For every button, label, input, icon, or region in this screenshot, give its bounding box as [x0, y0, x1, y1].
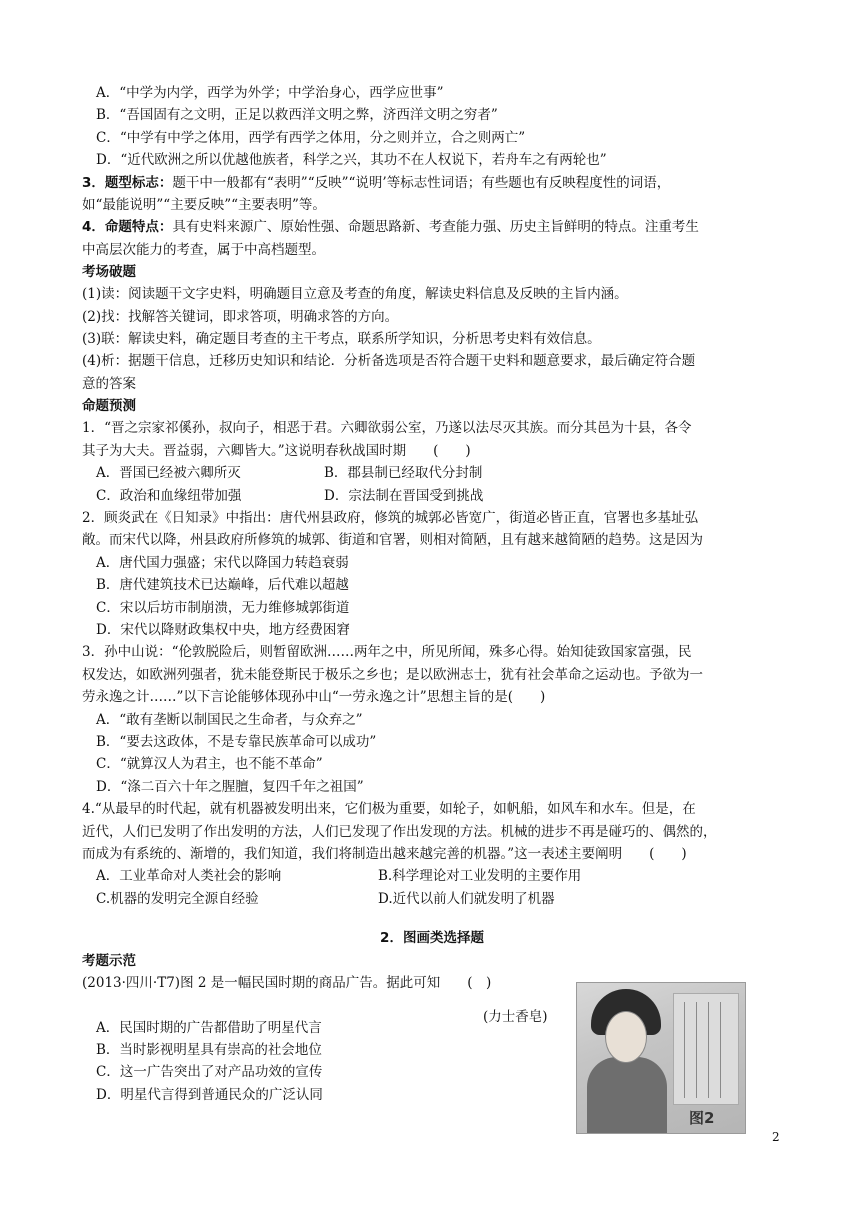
question-3-option-c: C．“就算汉人为君主，也不能不革命”	[96, 756, 323, 773]
question-2-option-a: A．唐代国力强盛；宋代以降国力转趋衰弱	[96, 554, 349, 571]
question-4-option-d: D.近代以前人们就发明了机器	[378, 890, 555, 907]
question-1-option-a: A．晋国已经被六卿所灭	[96, 465, 241, 482]
top-option-d: D．“近代欧洲之所以优越他族者，科学之兴，其功不在人权说下，若舟车之有两轮也”	[96, 152, 607, 169]
question-4-option-c: C.机器的发明完全源自经验	[96, 890, 259, 907]
point-3-label: 3．题型标志：	[82, 174, 173, 191]
question-4-option-a: A．工业革命对人类社会的影响	[96, 868, 282, 885]
question-4-line-2: 近代，人们已发明了作出发明的方法，人们已发现了作出发现的方法。机械的进步不再是碰巧的、偶然的，	[82, 823, 717, 840]
figure-label: 图2	[689, 1109, 715, 1127]
question-2-option-c: C．宋以后坊市制崩溃，无力维修城郭街道	[96, 599, 350, 616]
document-page	[82, 82, 782, 1106]
point-4-line-2: 中高层次能力的考查，属于中高档题型。	[82, 241, 325, 258]
example-option-b: B．当时影视明星具有崇高的社会地位	[96, 1042, 322, 1059]
ad-text-block	[673, 993, 739, 1105]
example-option-c: C．这一广告突出了对产品功效的宣传	[96, 1064, 323, 1081]
question-3	[82, 641, 782, 798]
top-option-b: B．“吾国固有之文明，正足以救西洋文明之弊，济西洋文明之穷者”	[96, 107, 498, 124]
advertisement-figure	[576, 982, 746, 1134]
page-number: 2	[772, 1130, 780, 1144]
section-heading-shifan: 考题示范	[82, 953, 136, 970]
top-option-a: A．“中学为内学，西学为外学；中学治身心，西学应世事”	[96, 85, 444, 101]
question-2-option-b: B．唐代建筑技术已达巅峰，后代难以超越	[96, 577, 349, 594]
question-3-option-a: A．“敢有垄断以制国民之生命者，与众弃之”	[96, 711, 363, 728]
question-4-options-row-2	[82, 888, 782, 910]
steps-list	[82, 283, 782, 395]
point-4-line-1	[82, 216, 782, 238]
top-option-c: C．“中学有中学之体用，西学有西学之体用，分之则并立，合之则两亡”	[96, 129, 526, 146]
question-3-option-d: D．“涤二百六十年之腥膻，复四千年之祖国”	[96, 778, 364, 795]
point-3-line-2: 如“最能说明”“主要反映”“主要表明”等。	[82, 197, 326, 214]
question-4-options-row-1	[82, 865, 782, 887]
part-2-title: 2．图画类选择题	[380, 930, 484, 947]
example-option-a: A．民国时期的广告都借助了明星代言	[96, 1019, 322, 1036]
question-2-option-d: D．宋代以降财政集权中央，地方经费困窘	[96, 621, 350, 638]
question-4	[82, 798, 782, 910]
example-stem: (2013·四川·T7)图 2 是一幅民国时期的商品广告。据此可知 ( )	[82, 975, 492, 992]
point-3-line-1	[82, 172, 782, 194]
step-read: (1)读：阅读题干文字史料，明确题目立意及考查的角度，解读史料信息及反映的主旨内涵。	[82, 286, 628, 303]
question-4-option-b: B.科学理论对工业发明的主要作用	[378, 868, 582, 885]
question-1-option-c: C．政治和血缘纽带加强	[96, 487, 242, 504]
step-link: (3)联：解读史料，确定题目考查的主干考点，联系所学知识，分析思考史料有效信息。	[82, 331, 601, 348]
section-heading-kaochang: 考场破题	[82, 264, 136, 281]
step-analyze-cont: 意的答案	[82, 375, 136, 392]
question-1	[82, 417, 782, 507]
question-1-option-d: D．宗法制在晋国受到挑战	[324, 487, 484, 504]
portrait-body-shape	[587, 1057, 667, 1133]
question-1-options-row-2	[82, 485, 782, 507]
step-analyze: (4)析：据题干信息，迁移历史知识和结论．分析备选项是否符合题干史料和题意要求，最后确定符合题	[82, 353, 696, 370]
question-4-line-3: 而成为有系统的、渐增的，我们知道，我们将制造出越来越完善的机器。”这一表述主要阐明 ( )	[82, 846, 687, 862]
question-2-line-1: 2．顾炎武在《日知录》中指出：唐代州县政府，修筑的城郭必皆宽广，街道必皆正直，官署也多基址弘	[82, 509, 699, 526]
point-4-text-1: 具有史料来源广、原始性强、命题思路新、考查能力强、历史主旨鲜明的特点。注重考生	[172, 219, 699, 236]
step-find: (2)找：找解答关键词，即求答项，明确求答的方向。	[82, 308, 399, 325]
question-3-line-1: 3．孙中山说：“伦敦脱险后，则暂留欧洲……两年之中，所见所闻，殊多心得。始知徒致国家富强，民	[82, 644, 692, 661]
question-2-line-2: 敞。而宋代以降，州县政府所修筑的城郭、街道和官署，则相对简陋，且有越来越简陋的趋势。这是因为	[82, 532, 703, 549]
question-4-line-1: 4.“从最早的时代起，就有机器被发明出来，它们极为重要，如轮子，如帆船，如风车和水车。但是，在	[82, 801, 696, 818]
question-1-line-2: 其子为大夫。晋益弱，六卿皆大。”这说明春秋战国时期 ( )	[82, 442, 471, 459]
question-3-option-b: B．“要去这政体，不是专靠民族革命可以成功”	[96, 733, 377, 750]
top-options	[82, 82, 782, 172]
section-heading-yuce: 命题预测	[82, 398, 136, 415]
question-1-line-1: 1．“晋之宗家祁傒孙，叔向子，相恶于君。六卿欲弱公室，乃遂以法尽灭其族。而分其邑为十县，各令	[82, 420, 692, 437]
example-caption: (力士香皂)	[483, 1009, 548, 1025]
point-4-label: 4．命题特点：	[82, 219, 173, 236]
question-3-line-2: 权发达，如欧洲列强者，犹未能登斯民于极乐之乡也；是以欧洲志士，犹有社会革命之运动也。予欲为一	[82, 666, 703, 683]
question-2	[82, 507, 782, 641]
question-1-option-b: B．郡县制已经取代分封制	[324, 465, 483, 482]
point-3-text-1: 题干中一般都有“表明”“反映”“说明’等标志性词语；有些题也有反映程度性的词语，	[172, 174, 671, 191]
example-option-d: D．明星代言得到普通民众的广泛认同	[96, 1086, 323, 1103]
question-1-options-row-1	[82, 462, 782, 484]
question-3-line-3: 劳永逸之计……”以下言论能够体现孙中山“一劳永逸之计”思想主旨的是( )	[82, 689, 546, 706]
portrait-face-shape	[605, 1011, 647, 1063]
